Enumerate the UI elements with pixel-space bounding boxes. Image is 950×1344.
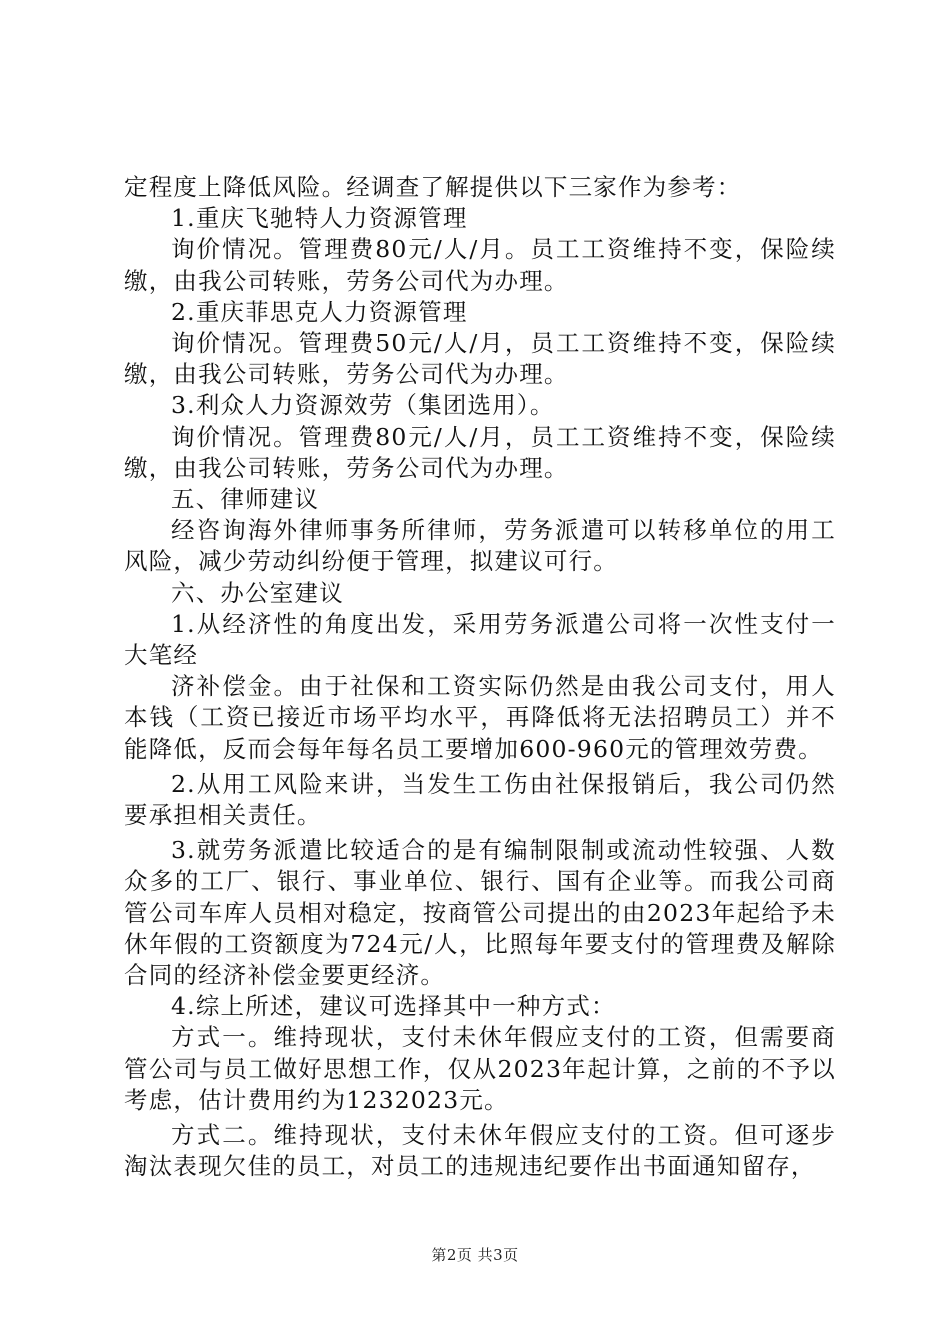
option-heading-2: 2.重庆菲思克人力资源管理 (171, 297, 468, 326)
paragraph: 3.就劳务派遣比较适合的是有编制限制或流动性较强、人数众多的工厂、银行、事业单位、银行、国有企业等。而我公司商管公司车库人员相对稳定，按商管公司提出的由2023年起给予未休年假的工资额度为724元/人，比照每年要支付的管理费及解除合同的经济补偿金要更经济。 (124, 836, 836, 990)
paragraph: 4.综上所述，建议可选择其中一种方式： (171, 992, 616, 1021)
paragraph: 询价情况。管理费80元/人/月，员工工资维持不变，保险续缴，由我公司转账，劳务公司代为办理。 (124, 422, 836, 482)
paragraph: 定程度上降低风险。经调查了解提供以下三家作为参考： (124, 173, 742, 201)
paragraph: 询价情况。管理费80元/人/月。员工工资维持不变，保险续缴，由我公司转账，劳务公司代为办理。 (124, 235, 836, 295)
page-number: 第2页 共3页 (431, 1246, 519, 1264)
paragraph: 济补偿金。由于社保和工资实际仍然是由我公司支付，用人本钱（工资已接近市场平均水平，再降低将无法招聘员工）并不能降低，反而会每年每名员工要增加600-960元的管理效劳费。 (124, 672, 836, 763)
section-heading-lawyer: 五、律师建议 (171, 485, 320, 514)
document-body (124, 172, 836, 1183)
option-heading-3: 3.利众人力资源效劳（集团选用）。 (171, 391, 555, 420)
paragraph: 经咨询海外律师事务所律师，劳务派遣可以转移单位的用工风险，减少劳动纠纷便于管理，拟建议可行。 (124, 516, 836, 576)
paragraph: 1.从经济性的角度出发，采用劳务派遣公司将一次性支付一大笔经 (124, 609, 836, 670)
option-heading-1: 1.重庆飞驰特人力资源管理 (171, 204, 468, 233)
paragraph: 方式一。维持现状，支付未休年假应支付的工资，但需要商管公司与员工做好思想工作，仅从2023年起计算，之前的不予以考虑，估计费用约为1232023元。 (124, 1023, 836, 1114)
paragraph: 2.从用工风险来讲，当发生工伤由社保报销后，我公司仍然要承担相关责任。 (124, 769, 836, 830)
section-heading-office: 六、办公室建议 (171, 578, 344, 607)
paragraph: 询价情况。管理费50元/人/月，员工工资维持不变，保险续缴，由我公司转账，劳务公司代为办理。 (124, 329, 836, 389)
paragraph: 方式二。维持现状，支付未休年假应支付的工资。但可逐步淘汰表现欠佳的员工，对员工的违规违纪要作出书面通知留存， (124, 1121, 836, 1181)
